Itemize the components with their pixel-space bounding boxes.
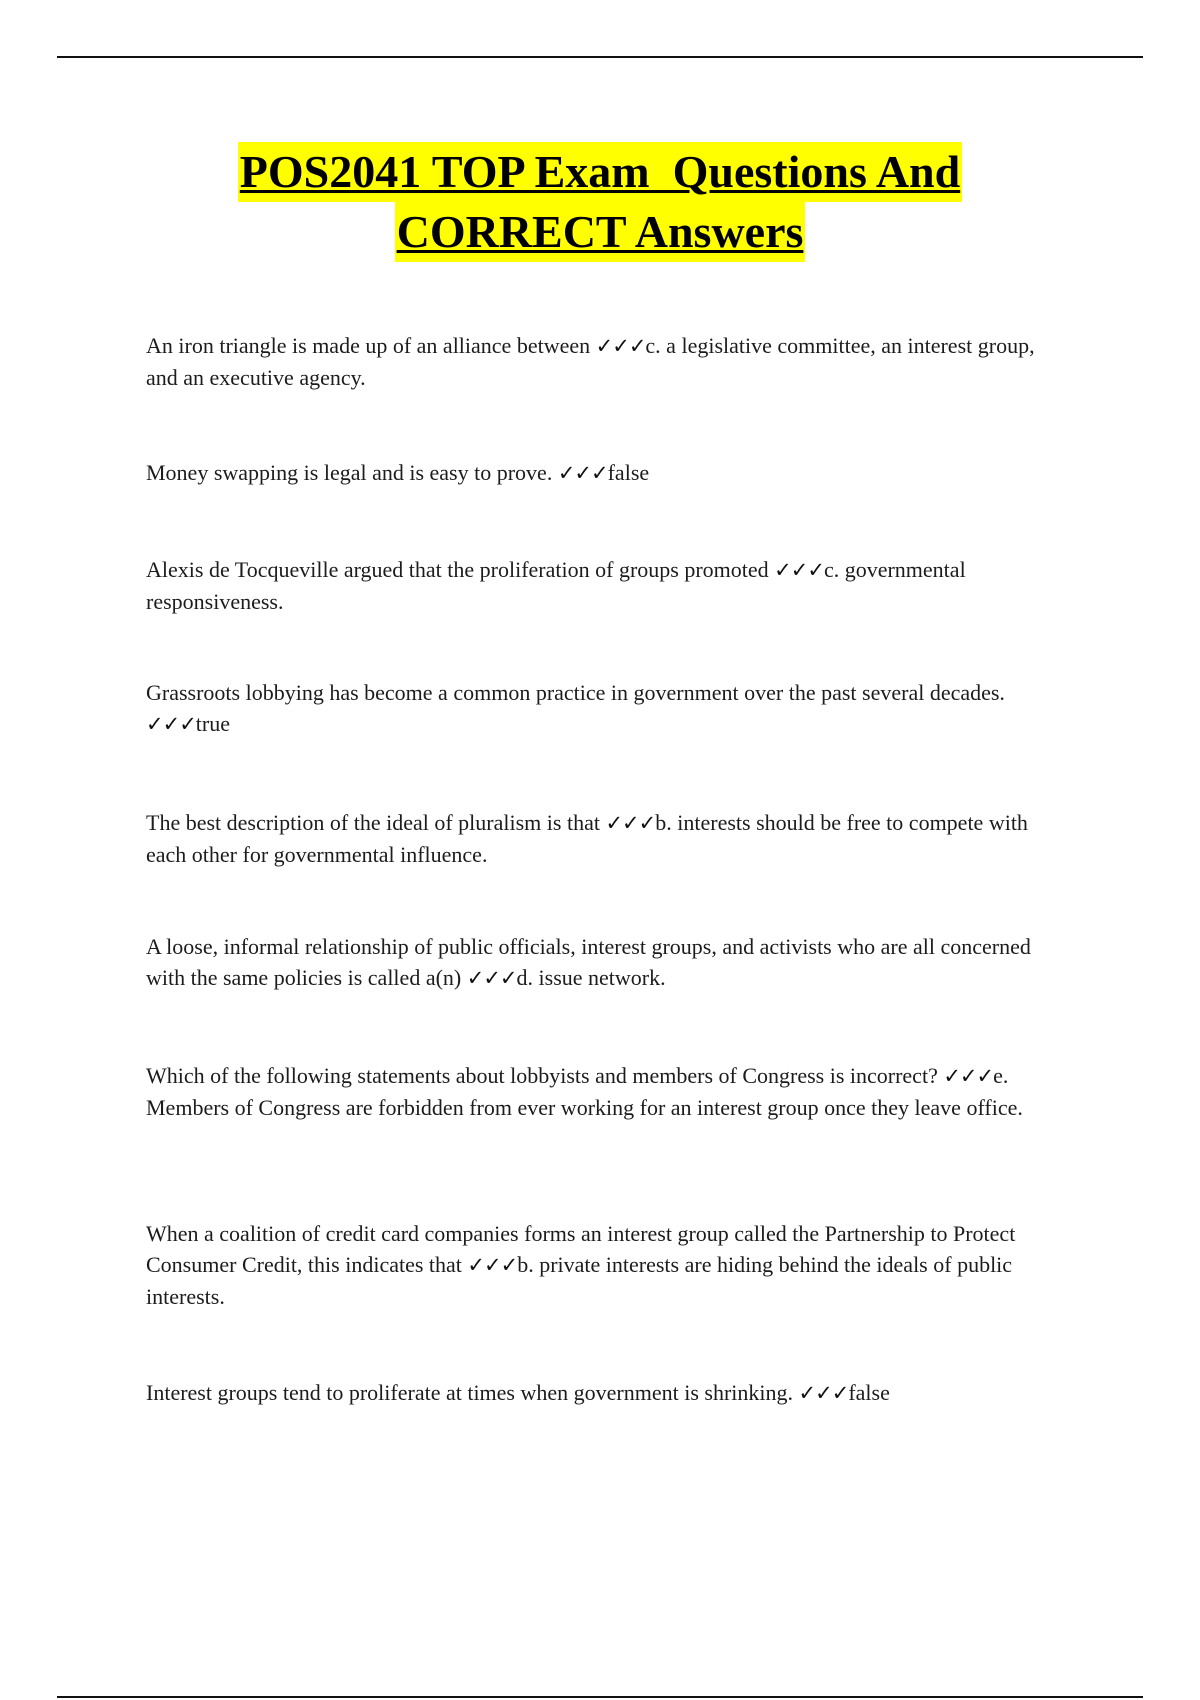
answer-text: d. issue network.	[516, 965, 666, 990]
check-marks-icon: ✓✓✓	[557, 461, 608, 485]
header-rule	[57, 56, 1143, 58]
title-line-2: CORRECT Answers	[395, 202, 806, 262]
check-marks-icon: ✓✓✓	[798, 1381, 849, 1405]
check-marks-icon: ✓✓✓	[943, 1064, 994, 1088]
qa-item-3	[146, 554, 1066, 617]
answer-text: false	[848, 1380, 890, 1405]
check-marks-icon: ✓✓✓	[595, 334, 646, 358]
answer-text: b. private interests are hiding behind the ideals of public interests.	[146, 1252, 1013, 1309]
question-text: A loose, informal relationship of public officials, interest groups, and activists who are all concerned with the same policies is called a(n)	[146, 934, 1031, 990]
qa-item-7	[146, 1060, 1066, 1123]
title-line-1: POS2041 TOP Exam Questions And	[238, 142, 962, 202]
qa-item-9	[146, 1377, 1066, 1409]
document-title	[0, 142, 1200, 262]
check-marks-icon: ✓✓✓	[774, 558, 824, 582]
qa-item-6	[146, 931, 1066, 994]
answer-text: false	[607, 460, 650, 485]
answer-text: c. a legislative committee, an interest group, and an executive agency.	[146, 333, 1035, 390]
question-text: Alexis de Tocqueville argued that the proliferation of groups promoted	[146, 557, 775, 582]
question-text: Interest groups tend to proliferate at times when government is shrinking.	[146, 1380, 799, 1405]
qa-item-2	[146, 457, 1066, 489]
check-marks-icon: ✓✓✓	[146, 712, 196, 736]
qa-item-4	[146, 677, 1066, 740]
footer-rule	[57, 1696, 1143, 1698]
check-marks-icon: ✓✓✓	[605, 811, 656, 835]
check-marks-icon: ✓✓✓	[466, 966, 517, 990]
check-marks-icon: ✓✓✓	[467, 1253, 518, 1277]
question-text: Which of the following statements about lobbyists and members of Congress is incorrect?	[146, 1063, 944, 1088]
question-text: Grassroots lobbying has become a common practice in government over the past several decades.	[146, 680, 1005, 705]
qa-item-1	[146, 330, 1066, 393]
qa-item-8	[146, 1218, 1066, 1312]
answer-text: b. interests should be free to compete with each other for governmental influence.	[146, 810, 1028, 867]
answer-text: c. governmental responsiveness.	[146, 557, 966, 614]
answer-text: e. Members of Congress are forbidden from ever working for an interest group once they leave office.	[146, 1063, 1023, 1120]
answer-text: true	[195, 711, 230, 736]
question-text: When a coalition of credit card companies forms an interest group called the Partnership to Protect Consumer Credit, this indicates that	[146, 1221, 1016, 1277]
question-text: An iron triangle is made up of an alliance between	[146, 333, 596, 358]
question-text: The best description of the ideal of pluralism is that	[146, 810, 606, 835]
question-text: Money swapping is legal and is easy to prove.	[146, 460, 558, 485]
qa-item-5	[146, 807, 1066, 870]
